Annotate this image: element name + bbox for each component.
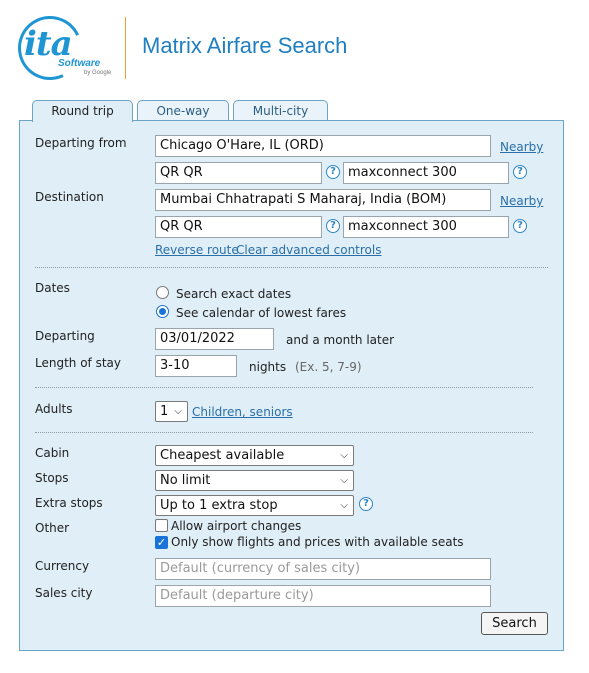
allow-airport-changes-checkbox[interactable]: [155, 519, 168, 532]
exact-dates-radio[interactable]: [156, 286, 169, 299]
extra-stops-help-icon[interactable]: ?: [359, 497, 373, 511]
only-available-seats-checkbox[interactable]: ✓: [156, 536, 167, 549]
reverse-route-link[interactable]: Reverse route: [155, 243, 239, 257]
section-divider: [35, 387, 533, 388]
extra-stops-select[interactable]: [155, 495, 354, 516]
chevron-down-icon: ⌵: [174, 406, 182, 417]
adults-label: Adults: [35, 402, 73, 416]
departing-date-label: Departing: [35, 329, 95, 343]
destination-input[interactable]: Mumbai Chhatrapati S Maharaj, India (BOM): [155, 189, 491, 211]
ita-software-logo: [16, 14, 126, 82]
chevron-down-icon: ⌵: [340, 500, 348, 511]
destination-label: Destination: [35, 190, 104, 204]
departing-nearby-link[interactable]: Nearby: [500, 140, 544, 154]
dates-label: Dates: [35, 281, 70, 295]
exact-dates-label: Search exact dates: [176, 287, 292, 301]
extra-stops-select-value: Up to 1 extra stop: [160, 498, 278, 513]
calendar-fares-radio[interactable]: [156, 305, 169, 318]
length-of-stay-label: Length of stay: [35, 356, 121, 370]
only-available-seats-label: Only show flights and prices with available seats: [171, 535, 464, 549]
departing-from-input[interactable]: Chicago O'Hare, IL (ORD): [155, 135, 491, 157]
logo-byline-text: by Google: [84, 70, 112, 76]
extra-stops-label: Extra stops: [35, 496, 103, 510]
section-divider: [35, 267, 548, 268]
destination-routing-input[interactable]: QR QR: [155, 216, 322, 238]
nights-label: nights: [249, 360, 287, 374]
cabin-select-value: Cheapest available: [160, 448, 285, 463]
sales-city-label: Sales city: [35, 586, 93, 600]
search-button[interactable]: Search: [481, 612, 548, 635]
extension-help-icon[interactable]: ?: [513, 219, 527, 233]
stops-label: Stops: [35, 471, 69, 485]
destination-extension-input[interactable]: maxconnect 300: [343, 216, 509, 238]
logo-ita-text: ita: [24, 24, 72, 64]
tab-round-trip[interactable]: Round trip: [32, 100, 133, 122]
other-label: Other: [35, 521, 70, 535]
logo-software-text: Software: [58, 58, 101, 69]
cabin-label: Cabin: [35, 446, 70, 460]
tab-one-way[interactable]: One-way: [137, 100, 229, 122]
chevron-down-icon: ⌵: [340, 450, 348, 461]
currency-input[interactable]: Default (currency of sales city): [155, 558, 491, 580]
cabin-select[interactable]: [155, 445, 354, 466]
clear-advanced-controls-link[interactable]: Clear advanced controls: [236, 243, 382, 257]
calendar-fares-label: See calendar of lowest fares: [176, 306, 347, 320]
destination-nearby-link[interactable]: Nearby: [500, 194, 544, 208]
length-of-stay-example: (Ex. 5, 7-9): [295, 360, 362, 374]
adults-select[interactable]: [155, 401, 188, 422]
children-seniors-link[interactable]: Children, seniors: [192, 405, 293, 419]
stops-select[interactable]: [155, 470, 354, 491]
tab-multi-city[interactable]: Multi-city: [233, 100, 328, 122]
departing-extension-input[interactable]: maxconnect 300: [343, 162, 509, 184]
allow-airport-changes-label: Allow airport changes: [171, 519, 302, 533]
stops-select-value: No limit: [160, 473, 211, 488]
departing-date-input[interactable]: 03/01/2022: [155, 328, 274, 350]
page-title: Matrix Airfare Search: [142, 33, 348, 58]
chevron-down-icon: ⌵: [340, 475, 348, 486]
currency-label: Currency: [35, 559, 90, 573]
length-of-stay-input[interactable]: 3-10: [155, 355, 237, 377]
extension-help-icon[interactable]: ?: [513, 165, 527, 179]
departing-from-label: Departing from: [35, 136, 127, 150]
sales-city-input[interactable]: Default (departure city): [155, 585, 491, 607]
routing-help-icon[interactable]: ?: [326, 219, 340, 233]
header-divider: [125, 17, 126, 79]
departing-routing-input[interactable]: QR QR: [155, 162, 322, 184]
departing-date-suffix: and a month later: [286, 333, 395, 347]
routing-help-icon[interactable]: ?: [326, 165, 340, 179]
section-divider: [35, 432, 533, 433]
adults-select-value: 1: [160, 404, 169, 419]
